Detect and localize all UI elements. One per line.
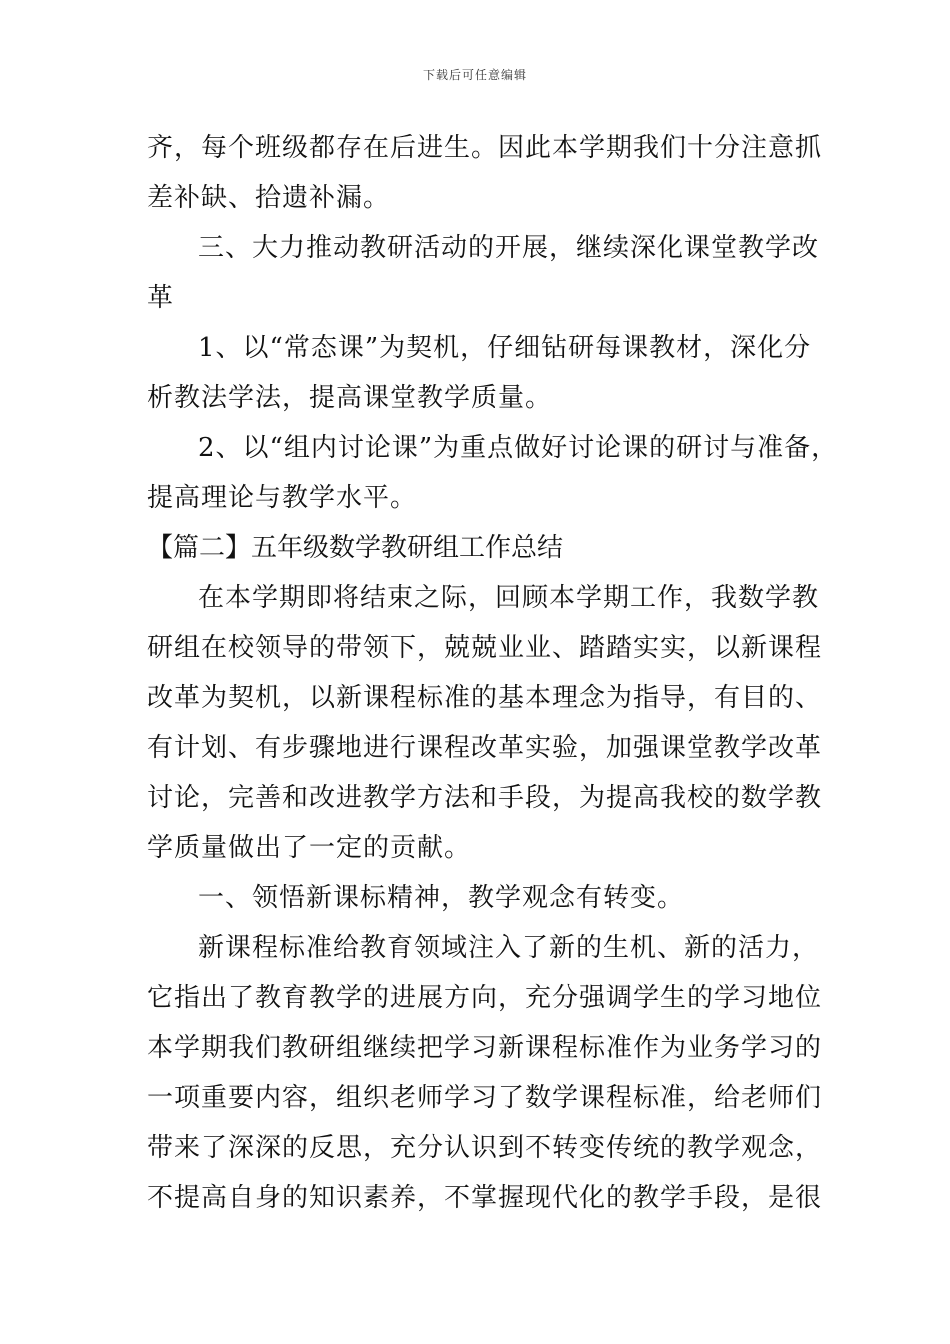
text-line: 差补缺、拾遗补漏。	[147, 183, 391, 213]
text-line: 析教法学法，提高课堂教学质量。	[147, 383, 553, 413]
text-line: 研组在校领导的带领下，兢兢业业、踏踏实实，以新课程	[147, 633, 823, 663]
text-line: 它指出了教育教学的进展方向，充分强调学生的学习地位	[147, 983, 823, 1013]
text-line: 革	[147, 283, 175, 313]
text-line: 不提高自身的知识素养，不掌握现代化的教学手段，是很	[147, 1183, 823, 1213]
text-line: 带来了深深的反思，充分认识到不转变传统的教学观念，	[147, 1133, 823, 1163]
text-line: 改革为契机，以新课程标准的基本理念为指导，有目的、	[147, 683, 823, 713]
text-line: 学质量做出了一定的贡献。	[147, 833, 472, 863]
text-line: 三、大力推动教研活动的开展，继续深化课堂教学改	[198, 233, 820, 263]
text-line: 讨论，完善和改进教学方法和手段，为提高我校的数学教	[147, 783, 823, 813]
text-line: 在本学期即将结束之际，回顾本学期工作，我数学教	[198, 583, 820, 613]
text-line: 2、以“组内讨论课”为重点做好讨论课的研讨与准备，	[198, 433, 839, 463]
text-line: 齐，每个班级都存在后进生。因此本学期我们十分注意抓	[147, 133, 823, 163]
text-line: 一、领悟新课标精神，教学观念有转变。	[198, 883, 685, 913]
text-line: 提高理论与教学水平。	[147, 483, 418, 513]
text-line: 有计划、有步骤地进行课程改革实验，加强课堂教学改革	[147, 733, 823, 763]
text-line: 1、以“常态课”为契机，仔细钻研每课教材，深化分	[198, 333, 812, 363]
section-heading: 【篇二】五年级数学教研组工作总结	[147, 533, 564, 563]
header-note: 下载后可任意编辑	[422, 68, 527, 82]
text-line: 本学期我们教研组继续把学习新课程标准作为业务学习的	[147, 1033, 823, 1063]
text-line: 一项重要内容，组织老师学习了数学课程标准，给老师们	[147, 1083, 823, 1113]
text-line: 新课程标准给教育领域注入了新的生机、新的活力，	[198, 933, 820, 963]
